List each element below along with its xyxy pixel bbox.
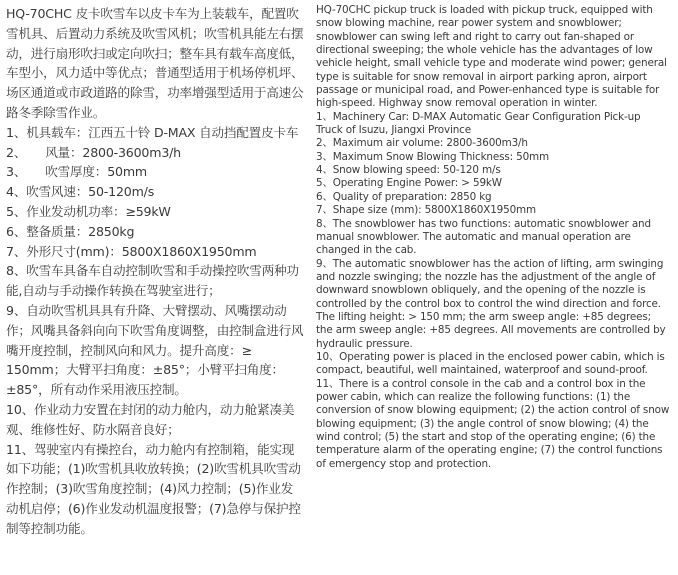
chinese-spec-item: 11、驾驶室内有操控台，动力舱内有控制箱，能实现如下功能；(1)吹雪机具收放转换；(2)吹雪机具吹雪动作控制；(3)吹雪角度控制；(4)风力控制；(5)作业发动机启停；(6)作业发动机温度报警；(7)急停与保护控制等控制功能。 xyxy=(6,441,301,536)
chinese-spec-item: 10、作业动力安置在封闭的动力舱内，动力舱紧凑美观、维修性好、防水隔音良好； xyxy=(6,401,295,437)
chinese-spec-item: 1、机具载车：江西五十铃 D-MAX 自动挡配置皮卡车 xyxy=(6,124,299,140)
chinese-spec-item: 2、 风量：2800-3600m3/h xyxy=(6,144,181,160)
chinese-spec-item: 3、 吹雪厚度：50mm xyxy=(6,164,147,180)
english-spec-item: 3、Maximum Snow Blowing Thickness: 50mm xyxy=(316,150,550,163)
english-column xyxy=(316,4,673,575)
english-spec-item: 8、The snowblower has two functions: automatic snowblower and manual snowblower. The automatic and manual operation are changed in the cab. xyxy=(316,217,655,257)
chinese-spec-item: 8、吹雪车具备车自动控制吹雪和手动操控吹雪两种功能,自动与手动操作转换在驾驶室进行； xyxy=(6,263,299,299)
english-spec-item: 11、There is a control console in the cab and a control box in the power cabin, which can realize the following functions: (1) the conversion of snow blowing equipment; (2) the action control of snow blowing equipment; (3) the angle control of snow blowing; (4) the wind control; (5) the start and stop of the operating engine; (6) the temperature alarm of the operating engine; (7) the control functions of emergency stop and protection. xyxy=(316,377,673,470)
english-spec-item: 10、Operating power is placed in the enclosed power cabin, which is compact, beautiful, well maintained, waterproof and sound-proof. xyxy=(316,350,668,377)
chinese-spec-item: 6、整备质量：2850kg xyxy=(6,223,135,239)
chinese-spec-item: 7、外形尺寸(mm)：5800X1860X1950mm xyxy=(6,243,257,259)
chinese-intro: HQ-70CHC 皮卡吹雪车以皮卡车为上装载车，配置吹雪机具、后置动力系统及吹雪风机；吹雪机具能左右摆动，进行扇形吹扫或定向吹扫；整车具有载车高度低，车型小，风力适中等优点；普通型适用于机场停机坪、场区通道或市政道路的除雪，功率增强型适用于高速公路冬季除雪作业。 xyxy=(6,6,304,120)
english-spec-item: 4、Snow blowing speed: 50-120 m/s xyxy=(316,164,501,177)
english-spec-item: 7、Shape size (mm): 5800X1860X1950mm xyxy=(316,204,537,217)
chinese-spec-item: 4、吹雪风速：50-120m/s xyxy=(6,184,155,200)
chinese-spec-item: 5、作业发动机功率：≥59kW xyxy=(6,203,171,219)
english-spec-item: 6、Quality of preparation: 2850 kg xyxy=(316,190,492,203)
chinese-spec-item: 9、自动吹雪机具具有升降、大臂摆动、风嘴摆动动作；风嘴具备斜向向下吹雪角度调整，由控制盒进行风嘴开度控制，控制风向和风力。提升高度：≥ 150mm；大臂平扫角度：±85°；小臂平扫角度：±85°，所有动作采用液压控制。 xyxy=(6,302,304,398)
english-spec-item: 1、Machinery Car: D-MAX Automatic Gear Configuration Pick-up Truck of Isuzu, Jiangxi Province xyxy=(316,110,644,137)
english-intro: HQ-70CHC pickup truck is loaded with pickup truck, equipped with snow blowing machine, rear power system and snowblower; snowblower can swing left and right to carry out fan-shaped or directional sweeping; the whole vehicle has the advantages of low vehicle height, small vehicle type and moderate wind power; general type is suitable for snow removal in airport parking apron, airport passage or municipal road, and Power-enhanced type is suitable for high-speed. Highway snow removal operation in winter. xyxy=(316,4,670,110)
english-spec-item: 9、The automatic snowblower has the action of lifting, arm swinging and nozzle swinging; the nozzle has the adjustment of the angle of downward snowblown obliquely, and the opening of the nozzle is controlled by the control box to control the wind direction and force. The lifting height: > 150 mm; the arm sweep angle: +85 degrees; the arm sweep angle: +85 degrees. All movements are controlled by hydraulic pressure. xyxy=(316,257,669,350)
english-spec-item: 5、Operating Engine Power: > 59kW xyxy=(316,177,502,190)
english-spec-item: 2、Maximum air volume: 2800-3600m3/h xyxy=(316,137,528,150)
chinese-column xyxy=(6,4,304,575)
